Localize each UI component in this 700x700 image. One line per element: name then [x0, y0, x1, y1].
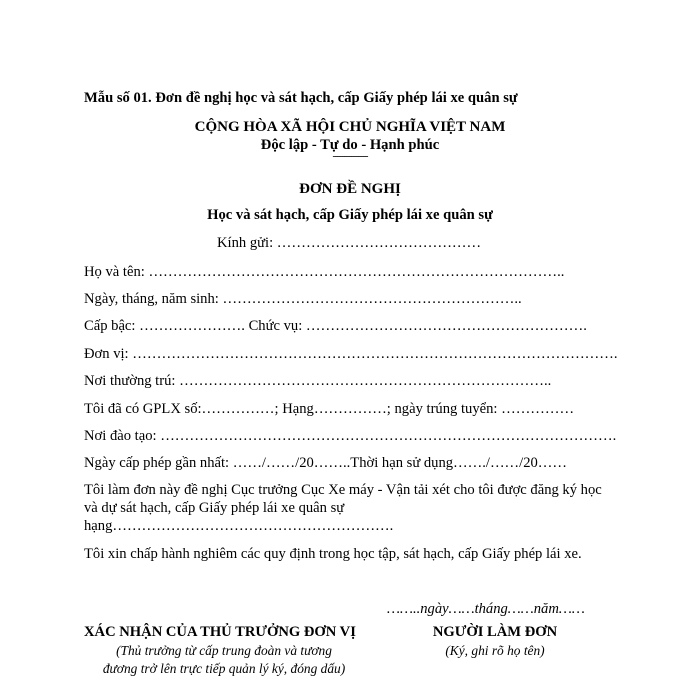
form-heading: Mẫu số 01. Đơn đề nghị học và sát hạch, cấp Giấy phép lái xe quân sự [84, 90, 518, 106]
training-place-field[interactable]: Nơi đào tạo: …………………………………………………………………………………. [84, 428, 617, 444]
rank-position-field[interactable]: Cấp bậc: …………………. Chức vụ: …………………………………………………. [84, 318, 587, 334]
document-title: ĐƠN ĐỀ NGHỊ [299, 181, 401, 197]
date-of-birth-field[interactable]: Ngày, tháng, năm sinh: …………………………………………………….. [84, 291, 522, 307]
unit-field[interactable]: Đơn vị: ………………………………………………………………………………………. [84, 346, 618, 362]
document-subtitle: Học và sát hạch, cấp Giấy phép lái xe quân sự [207, 207, 493, 223]
full-name-field[interactable]: Họ và tên: ………………………………………………………………………….. [84, 264, 565, 280]
motto-divider: --------------- [332, 151, 368, 162]
national-motto: Độc lập - Tự do - Hạnh phúc [260, 137, 440, 153]
request-line-1: Tôi làm đơn này đề nghị Cục trưởng Cục Xe máy - Vận tải xét cho tôi được đăng ký học [84, 482, 602, 498]
confirmation-note-2: đương trở lên trực tiếp quản lý ký, đóng dấu) [102, 661, 346, 676]
commitment-text: Tôi xin chấp hành nghiêm các quy định trong học tập, sát hạch, cấp Giấy phép lái xe. [84, 546, 582, 562]
national-name: CỘNG HÒA XÃ HỘI CHỦ NGHĨA VIỆT NAM [194, 119, 506, 135]
date-line-field[interactable]: ……..ngày……tháng……năm…… [387, 601, 585, 617]
addressee-field[interactable]: Kính gửi: …………………………………… [217, 235, 482, 251]
request-line-2: và dự sát hạch, cấp Giấy phép lái xe quân sự [84, 500, 345, 516]
license-class-field[interactable]: hạng…………………………………………………. [84, 518, 394, 534]
confirmation-title: XÁC NHẬN CỦA THỦ TRƯỞNG ĐƠN VỊ [84, 624, 356, 640]
applicant-title: NGƯỜI LÀM ĐƠN [432, 624, 558, 640]
confirmation-note-1: (Thủ trưởng từ cấp trung đoàn và tương [116, 643, 332, 658]
residence-field[interactable]: Nơi thường trú: ………………………………………………………………….. [84, 373, 552, 389]
latest-issue-field[interactable]: Ngày cấp phép gần nhất: ……/……/20……..Thời hạn sử dụng……./……/20…… [84, 455, 567, 471]
license-info-field[interactable]: Tôi đã có GPLX số:……………; Hạng……………; ngày trúng tuyển: …………… [84, 401, 575, 417]
applicant-note: (Ký, ghi rõ họ tên) [445, 643, 545, 658]
